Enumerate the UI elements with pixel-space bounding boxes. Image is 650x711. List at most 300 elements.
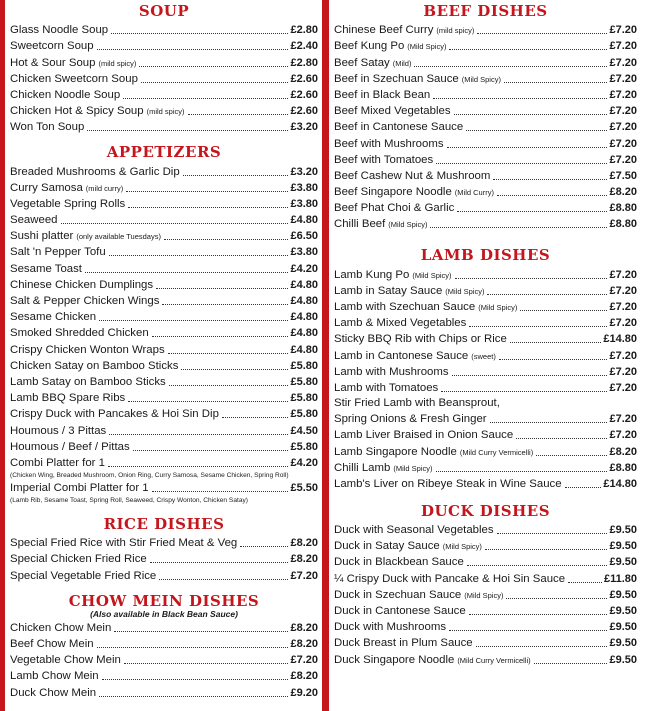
menu-item-lamb-chow-mein <box>10 668 318 684</box>
menu-item-price: £8.80 <box>609 461 637 474</box>
menu-item-price: £2.80 <box>290 24 318 37</box>
menu-item-beef-with-tomatoes <box>334 152 637 168</box>
leader-dots <box>152 336 289 337</box>
soup-list <box>10 22 318 135</box>
menu-item-crispy-chicken-wonton-wraps <box>10 341 318 357</box>
menu-item-price: £7.50 <box>609 169 637 182</box>
menu-item-note: (Mild Curry) <box>454 188 494 198</box>
menu-item-houmous-3-pittas <box>10 422 318 438</box>
combi-platter-name: Combi Platter for 1 <box>10 456 105 469</box>
leader-dots <box>455 278 608 279</box>
imperial-platter-name: Imperial Combi Platter for 1 <box>10 482 149 495</box>
menu-item-price: £8.20 <box>290 670 318 683</box>
leader-dots <box>183 175 289 176</box>
leader-dots <box>490 422 608 423</box>
menu-item-lamb-mixed-vegetables <box>334 315 637 331</box>
menu-item-special-vegetable-fried-rice <box>10 567 318 583</box>
appetizers-list <box>10 163 318 454</box>
imperial-platter-detail: (Lamb Rib, Sesame Toast, Spring Roll, Seaweed, Crispy Wonton, Chicken Satay) <box>10 497 248 505</box>
menu-item-name: Lamb in Cantonese Sauce <box>334 349 469 362</box>
menu-item-price: £14.80 <box>603 477 637 490</box>
leader-dots <box>467 565 608 566</box>
menu-item-name: ¼ Crispy Duck with Pancake & Hoi Sin Sauce <box>334 572 566 585</box>
leader-dots <box>430 227 607 228</box>
leader-dots <box>168 353 289 354</box>
leader-dots <box>469 326 607 327</box>
duck-heading: DUCK DISHES <box>420 501 551 520</box>
menu-item-name: Special Fried Rice with Stir Fried Meat & Veg <box>10 537 238 550</box>
menu-item-name: Hot & Sour Soup <box>10 56 96 69</box>
menu-item-lamb-satay-on-bamboo-sticks <box>10 374 318 390</box>
menu-item-price: £7.20 <box>609 365 637 378</box>
menu-item-duck-in-satay-sauce <box>334 538 637 554</box>
menu-item-name: Duck Breast in Plum Sauce <box>334 637 473 650</box>
leader-dots <box>128 207 288 208</box>
imperial-platter-price: £5.50 <box>290 482 318 495</box>
leader-dots <box>447 147 608 148</box>
menu-item-name: Lamb with Mushrooms <box>334 365 449 378</box>
leader-dots <box>457 211 607 212</box>
menu-item-note: (sweet) <box>471 351 496 361</box>
soup-heading: SOUP <box>138 2 190 20</box>
menu-item-note: (Mild Curry Vermicelli) <box>459 447 534 457</box>
leader-dots <box>452 375 608 376</box>
leader-dots <box>466 130 607 131</box>
menu-item-duck-breast-in-plum-sauce <box>334 635 637 651</box>
combi-platter <box>10 455 318 480</box>
menu-item-name: Duck in Cantonese Sauce <box>334 605 466 617</box>
leader-dots <box>97 49 289 50</box>
menu-item-note: (only available Tuesdays) <box>76 232 161 242</box>
menu-item-name: Lamb Kung Po <box>334 268 410 281</box>
menu-item-name: Beef Phat Choi & Garlic <box>334 202 455 215</box>
combi-platter-price: £4.20 <box>290 456 318 469</box>
menu-item-name: Lamb Liver Braised in Onion Sauce <box>334 429 514 442</box>
lamb-list-2 <box>334 427 637 492</box>
menu-item-name: Chicken Satay on Bamboo Sticks <box>10 359 179 372</box>
menu-item-price: £4.20 <box>290 262 318 275</box>
menu-item-special-fried-rice-with-stir-fried-meat-veg <box>10 535 318 551</box>
menu-item-vegetable-chow-mein <box>10 652 318 668</box>
menu-item-price: £5.80 <box>290 359 318 372</box>
menu-item-price: £14.80 <box>603 333 637 346</box>
leader-dots <box>164 239 289 240</box>
menu-item-price: £8.80 <box>609 218 637 231</box>
menu-item-name: Glass Noodle Soup <box>10 24 109 37</box>
menu-item-price: £9.50 <box>609 588 637 601</box>
menu-item-name: Won Ton Soup <box>10 121 85 134</box>
menu-item-beef-kung-po <box>334 38 637 54</box>
leader-dots <box>493 179 607 180</box>
leader-dots <box>109 255 289 256</box>
leader-dots <box>169 385 289 386</box>
leader-dots <box>181 369 288 370</box>
stir-fried-lamb-price: £7.20 <box>609 413 637 426</box>
menu-item-chinese-beef-curry <box>334 22 637 38</box>
leader-dots <box>133 450 289 451</box>
menu-item-sesame-chicken <box>10 309 318 325</box>
leader-dots <box>108 466 289 467</box>
menu-item-name: Beef with Tomatoes <box>334 153 434 166</box>
leader-dots <box>152 491 289 492</box>
menu-item-chicken-satay-on-bamboo-sticks <box>10 358 318 374</box>
menu-item-crispy-duck-with-pancake-hoi-sin-sauce <box>334 570 637 586</box>
menu-item-name: Beef with Mushrooms <box>334 137 444 150</box>
menu-item-price: £7.20 <box>609 153 637 166</box>
menu-item-name: Duck with Seasonal Vegetables <box>334 524 494 537</box>
menu-item-beef-with-mushrooms <box>334 135 637 151</box>
leader-dots <box>487 294 607 295</box>
menu-item-price: £4.80 <box>290 311 318 324</box>
menu-item-name: Beef Satay <box>334 56 390 69</box>
menu-item-price: £8.20 <box>290 553 318 566</box>
menu-item-name: Duck Chow Mein <box>10 686 97 699</box>
leader-dots <box>162 304 288 305</box>
menu-item-price: £4.80 <box>290 278 318 291</box>
menu-item-name: Sushi platter <box>10 230 74 243</box>
leader-dots <box>414 66 607 67</box>
leader-dots <box>536 455 607 456</box>
menu-item-price: £8.20 <box>609 186 637 199</box>
menu-item-price: £9.50 <box>609 637 637 650</box>
menu-item-duck-chow-mein <box>10 684 318 700</box>
menu-item-price: £4.80 <box>290 327 318 340</box>
leader-dots <box>188 114 289 115</box>
menu-item-price: £8.20 <box>609 445 637 458</box>
menu-item-hot-sour-soup <box>10 54 318 70</box>
menu-item-name: Houmous / Beef / Pittas <box>10 440 130 453</box>
menu-item-name: Lamb & Mixed Vegetables <box>334 317 467 330</box>
menu-item-price: £3.80 <box>290 197 318 210</box>
stir-fried-lamb-line1: Stir Fried Lamb with Beansprout, <box>334 396 500 409</box>
menu-item-name: Lamb BBQ Spare Ribs <box>10 392 126 405</box>
menu-item-name: Vegetable Spring Rolls <box>10 197 126 210</box>
menu-item-beef-phat-choi-garlic <box>334 200 637 216</box>
menu-item-note: (mild spicy) <box>146 107 185 117</box>
menu-item-name: Chilli Beef <box>334 218 386 231</box>
menu-item-price: £7.20 <box>609 284 637 297</box>
leader-dots <box>476 646 608 647</box>
menu-item-name: Sesame Chicken <box>10 311 97 324</box>
menu-item-note: (Mild Spicy) <box>407 42 447 52</box>
menu-item-price: £8.20 <box>290 638 318 650</box>
menu-item-name: Lamb with Tomatoes <box>334 381 439 394</box>
menu-item-name: Crispy Duck with Pancakes & Hoi Sin Dip <box>10 408 219 421</box>
menu-item-price: £9.50 <box>609 556 637 569</box>
leader-dots <box>433 98 607 99</box>
menu-item-crispy-duck-with-pancakes-hoi-sin-dip <box>10 406 318 422</box>
menu-item-name: Chilli Lamb <box>334 461 391 474</box>
menu-item-price: £7.20 <box>609 381 637 394</box>
menu-item-price: £9.50 <box>609 653 637 666</box>
left-column <box>10 0 318 701</box>
menu-item-price: £9.50 <box>609 524 637 537</box>
menu-item-price: £7.20 <box>609 72 637 85</box>
menu-item-name: Beef Singapore Noodle <box>334 186 452 199</box>
menu-item-price: £8.80 <box>609 202 637 215</box>
menu-item-note: (mild spicy) <box>436 26 475 36</box>
beef-list <box>334 22 637 232</box>
rice-list <box>10 535 318 584</box>
menu-item-price: £7.20 <box>609 137 637 150</box>
beef-heading: BEEF DISHES <box>423 2 548 20</box>
menu-item-name: Beef in Cantonese Sauce <box>334 121 464 134</box>
leader-dots <box>139 66 288 67</box>
menu-item-sweetcorn-soup <box>10 38 318 54</box>
leader-dots <box>449 630 607 631</box>
menu-item-price: £7.20 <box>609 429 637 442</box>
menu-item-name: Chicken Hot & Spicy Soup <box>10 105 144 118</box>
menu-item-lamb-with-tomatoes <box>334 380 637 396</box>
menu-item-price: £5.80 <box>290 392 318 405</box>
menu-item-price: £9.50 <box>609 605 637 617</box>
menu-item-price: £2.60 <box>290 88 318 101</box>
menu-item-note: (Mild Spicy) <box>461 74 501 84</box>
menu-item-name: Lamb with Szechuan Sauce <box>334 301 476 313</box>
leader-dots <box>114 631 288 632</box>
menu-item-chicken-noodle-soup <box>10 87 318 103</box>
leader-dots <box>520 310 607 311</box>
leader-dots <box>97 647 289 648</box>
menu-item-special-chicken-fried-rice <box>10 551 318 567</box>
imperial-combi-platter <box>10 480 318 505</box>
leader-dots <box>568 582 602 583</box>
menu-item-price: £7.20 <box>609 317 637 330</box>
leader-dots <box>61 223 289 224</box>
menu-item-lamb-kung-po <box>334 266 637 282</box>
menu-item-salt-pepper-chicken-wings <box>10 293 318 309</box>
menu-item-seaweed <box>10 212 318 228</box>
menu-item-price: £2.80 <box>290 56 318 69</box>
leader-dots <box>454 114 608 115</box>
leader-dots <box>497 195 608 196</box>
menu-item-note: (Mild Spicy) <box>412 270 452 280</box>
menu-item-chilli-beef <box>334 216 637 232</box>
appetizers-heading: APPETIZERS <box>106 143 222 162</box>
leader-dots <box>124 663 289 664</box>
leader-dots <box>565 487 602 488</box>
chow-mein-heading: CHOW MEIN DISHES <box>68 591 260 610</box>
menu-item-price: £7.20 <box>609 24 637 37</box>
menu-item-name: Duck in Satay Sauce <box>334 540 440 553</box>
menu-item-chicken-sweetcorn-soup <box>10 71 318 87</box>
menu-item-duck-with-seasonal-vegetables <box>334 522 637 538</box>
menu-item-price: £7.20 <box>609 56 637 69</box>
menu-item-note: (Mild Spicy) <box>388 220 428 230</box>
menu-item-curry-samosa <box>10 180 318 196</box>
menu-item-price: £6.50 <box>290 230 318 243</box>
leader-dots <box>485 549 608 550</box>
menu-item-lamb-s-liver-on-ribeye-steak-in-wine-sauce <box>334 476 637 492</box>
menu-item-beef-in-black-bean <box>334 87 637 103</box>
menu-item-price: £2.60 <box>290 105 318 118</box>
menu-item-sticky-bbq-rib-with-chips-or-rice <box>334 331 637 347</box>
menu-item-note: (Mild Spicy) <box>393 463 433 473</box>
menu-item-price: £8.20 <box>290 621 318 634</box>
menu-item-duck-in-szechuan-sauce <box>334 587 637 603</box>
menu-item-price: £5.80 <box>290 440 318 453</box>
chow-mein-subheading: (Also available in Black Bean Sauce) <box>90 608 238 619</box>
menu-item-name: Chinese Beef Curry <box>334 24 434 37</box>
leader-dots <box>510 342 602 343</box>
menu-item-name: Curry Samosa <box>10 181 83 194</box>
menu-item-name: Duck in Blackbean Sauce <box>334 556 464 569</box>
menu-item-name: Chicken Chow Mein <box>10 621 112 634</box>
menu-item-price: £3.20 <box>290 121 318 134</box>
menu-item-price: £7.20 <box>609 268 637 281</box>
column-divider <box>322 0 329 711</box>
leader-dots <box>99 696 288 697</box>
leader-dots <box>150 562 289 563</box>
menu-item-name: Vegetable Chow Mein <box>10 654 121 667</box>
menu-item-price: £7.20 <box>609 349 637 362</box>
menu-item-name: Lamb's Liver on Ribeye Steak in Wine Sauce <box>334 477 562 490</box>
leader-dots <box>85 272 288 273</box>
menu-item-name: Special Chicken Fried Rice <box>10 553 147 566</box>
stir-fried-lamb-line2: Spring Onions & Fresh Ginger <box>334 413 487 426</box>
menu-item-duck-singapore-noodle <box>334 651 637 667</box>
menu-item-lamb-singapore-noodle <box>334 443 637 459</box>
menu-item-name: Sesame Toast <box>10 262 82 275</box>
menu-item-smoked-shredded-chicken <box>10 325 318 341</box>
leader-dots <box>126 191 288 192</box>
menu-item-name: Chinese Chicken Dumplings <box>10 278 154 291</box>
menu-item-price: £4.50 <box>290 424 318 437</box>
menu-item-name: Beef in Szechuan Sauce <box>334 72 459 85</box>
menu-item-price: £4.80 <box>290 343 318 356</box>
left-border-stripe <box>0 0 5 711</box>
menu-item-price: £7.20 <box>609 88 637 101</box>
leader-dots <box>222 417 289 418</box>
menu-item-note: (Mild Curry Vermicelli) <box>457 655 531 665</box>
menu-item-name: Breaded Mushrooms & Garlic Dip <box>10 165 180 178</box>
leader-dots <box>102 679 289 680</box>
menu-item-name: Beef in Black Bean <box>334 88 431 101</box>
menu-item-chicken-chow-mein <box>10 620 318 636</box>
menu-item-beef-in-szechuan-sauce <box>334 71 637 87</box>
menu-item-name: Beef Cashew Nut & Mushroom <box>334 169 491 182</box>
menu-item-lamb-with-mushrooms <box>334 364 637 380</box>
menu-item-price: £7.20 <box>609 40 637 53</box>
menu-item-name: Houmous / 3 Pittas <box>10 424 107 437</box>
menu-item-duck-in-cantonese-sauce <box>334 603 637 619</box>
menu-item-lamb-in-cantonese-sauce <box>334 347 637 363</box>
duck-list <box>334 522 637 668</box>
leader-dots <box>240 546 288 547</box>
leader-dots <box>499 359 608 360</box>
menu-item-name: Lamb Satay on Bamboo Sticks <box>10 375 166 388</box>
menu-item-price: £7.20 <box>290 654 318 667</box>
menu-item-price: £11.80 <box>603 572 637 585</box>
menu-item-beef-mixed-vegetables <box>334 103 637 119</box>
leader-dots <box>449 49 607 50</box>
leader-dots <box>534 663 608 664</box>
menu-item-name: Salt & Pepper Chicken Wings <box>10 295 160 307</box>
menu-item-name: Sticky BBQ Rib with Chips or Rice <box>334 333 507 346</box>
menu-item-name: Lamb in Satay Sauce <box>334 284 443 297</box>
chow-mein-list <box>10 620 318 701</box>
menu-item-glass-noodle-soup <box>10 22 318 38</box>
menu-item-breaded-mushrooms-garlic-dip <box>10 163 318 179</box>
menu-item-name: Beef Kung Po <box>334 40 405 53</box>
menu-item-lamb-in-satay-sauce <box>334 283 637 299</box>
menu-item-price: £4.80 <box>290 214 318 227</box>
leader-dots <box>156 288 288 289</box>
menu-item-price: £5.80 <box>290 375 318 388</box>
menu-item-note: (Mild Spicy) <box>442 542 482 552</box>
leader-dots <box>477 33 607 34</box>
menu-item-houmous-beef-pittas <box>10 439 318 455</box>
leader-dots <box>109 434 288 435</box>
menu-item-name: Chicken Noodle Soup <box>10 88 121 101</box>
menu-item-price: £3.80 <box>290 246 318 259</box>
menu-item-price: £5.80 <box>290 408 318 421</box>
leader-dots <box>504 82 608 83</box>
menu-item-note: (mild spicy) <box>98 58 137 68</box>
leader-dots <box>441 391 607 392</box>
leader-dots <box>436 471 608 472</box>
menu-item-price: £8.20 <box>290 537 318 550</box>
menu-item-name: Duck Singapore Noodle <box>334 653 455 666</box>
menu-item-sesame-toast <box>10 260 318 276</box>
menu-item-price: £4.80 <box>290 295 318 307</box>
menu-item-price: £7.20 <box>609 105 637 118</box>
menu-item-price: £9.50 <box>609 540 637 553</box>
menu-item-beef-satay <box>334 54 637 70</box>
lamb-heading: LAMB DISHES <box>420 246 551 265</box>
menu-item-name: Seaweed <box>10 214 58 227</box>
menu-item-price: £9.20 <box>290 686 318 699</box>
menu-item-salt-n-pepper-tofu <box>10 244 318 260</box>
leader-dots <box>123 98 288 99</box>
menu-item-name: Crispy Chicken Wonton Wraps <box>10 343 165 356</box>
menu-item-vegetable-spring-rolls <box>10 196 318 212</box>
menu-item-price: £2.60 <box>290 72 318 85</box>
menu-item-lamb-bbq-spare-ribs <box>10 390 318 406</box>
menu-item-lamb-liver-braised-in-onion-sauce <box>334 427 637 443</box>
leader-dots <box>87 130 288 131</box>
menu-item-note: (Mild Spicy) <box>445 286 485 296</box>
menu-item-note: (Mild Spicy) <box>464 590 504 600</box>
menu-item-chicken-hot-spicy-soup <box>10 103 318 119</box>
menu-item-note: (Mild Spicy) <box>478 303 518 312</box>
menu-item-name: Smoked Shredded Chicken <box>10 327 149 340</box>
menu-item-sushi-platter <box>10 228 318 244</box>
menu-item-price: £9.50 <box>609 621 637 634</box>
menu-item-price: £7.20 <box>609 121 637 134</box>
menu-item-name: Duck in Szechuan Sauce <box>334 588 462 601</box>
menu-item-chilli-lamb <box>334 460 637 476</box>
menu-item-chinese-chicken-dumplings <box>10 277 318 293</box>
menu-item-price: £3.20 <box>290 165 318 178</box>
menu-item-name: Lamb Chow Mein <box>10 670 99 683</box>
leader-dots <box>436 163 607 164</box>
menu-item-won-ton-soup <box>10 119 318 135</box>
menu-item-name: Special Vegetable Fried Rice <box>10 569 157 582</box>
leader-dots <box>159 579 288 580</box>
combi-platter-detail: (Chicken Wing, Breaded Mushroom, Onion Ring, Curry Samosa, Sesame Chicken, Spring Roll) <box>10 471 289 479</box>
menu-item-duck-in-blackbean-sauce <box>334 554 637 570</box>
leader-dots <box>516 438 607 439</box>
menu-item-price: £3.80 <box>290 181 318 194</box>
leader-dots <box>99 320 288 321</box>
leader-dots <box>497 533 608 534</box>
menu-item-name: Sweetcorn Soup <box>10 40 94 53</box>
menu-item-note: (mild curry) <box>85 183 124 193</box>
menu-item-name: Beef Mixed Vegetables <box>334 105 451 118</box>
rice-heading: RICE DISHES <box>103 515 225 534</box>
leader-dots <box>141 82 289 83</box>
